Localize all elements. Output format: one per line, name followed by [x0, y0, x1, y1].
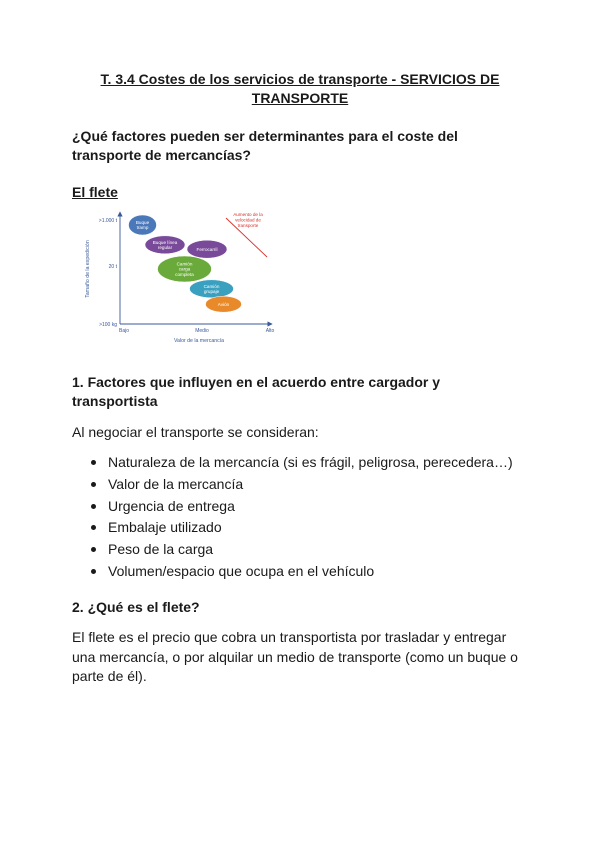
subheading-el-flete: El flete — [72, 184, 118, 200]
main-question: ¿Qué factores pueden ser determinantes para el coste del transporte de mercancías? — [72, 128, 458, 163]
x-tick-label: Bajo — [118, 328, 130, 334]
y-tick-label: 20 t — [108, 264, 117, 270]
factor-item: Embalaje utilizado — [72, 517, 513, 539]
chart-marks — [129, 215, 242, 312]
factor-item: Peso de la carga — [72, 539, 513, 561]
bubble-label: Ferrocarril — [196, 246, 218, 252]
bubble-label: Buque tramp — [135, 220, 150, 231]
section2-heading: 2. ¿Qué es el flete? — [72, 599, 200, 615]
freight-chart — [80, 204, 280, 348]
section1-heading: 1. Factores que influyen en el acuerdo entre cargador y transportista — [72, 374, 441, 409]
y-tick-label: >1.000 t — [98, 218, 117, 224]
bubble-label: Camión grupaje — [203, 283, 220, 294]
x-tick-label: Alto — [265, 328, 275, 334]
bubble-label: Avión — [217, 301, 230, 307]
annotation-text: Aumento de la velocidad de transporte — [233, 212, 263, 228]
factor-item: Urgencia de entrega — [72, 496, 513, 518]
factor-item: Naturaleza de la mercancía (si es frágil, peligrosa, perecedera…) — [72, 452, 513, 474]
bubble-label: Buque línea regular — [152, 239, 178, 250]
bubble-label: Camión carga completa — [175, 261, 194, 277]
y-tick-label: >100 kg — [99, 322, 117, 328]
factor-list — [72, 452, 513, 583]
section1-intro: Al negociar el transporte se consideran: — [72, 424, 319, 440]
document-title: T. 3.4 Costes de los servicios de transporte - SERVICIOS DE TRANSPORTE — [100, 71, 500, 106]
factor-item: Valor de la mercancía — [72, 474, 513, 496]
chart-annotation — [226, 212, 267, 257]
factor-item: Volumen/espacio que ocupa en el vehículo — [72, 561, 513, 583]
chart-x-axis-label: Valor de la mercancía — [173, 338, 225, 344]
section2-text: El flete es el precio que cobra un transportista por trasladar y entregar una mercancía, o por alquilar un medio de transporte (como un buque o parte de él). — [72, 629, 518, 684]
chart-y-axis-label: Tamaño de la expedición — [85, 240, 91, 298]
x-tick-label: Medio — [195, 328, 209, 334]
